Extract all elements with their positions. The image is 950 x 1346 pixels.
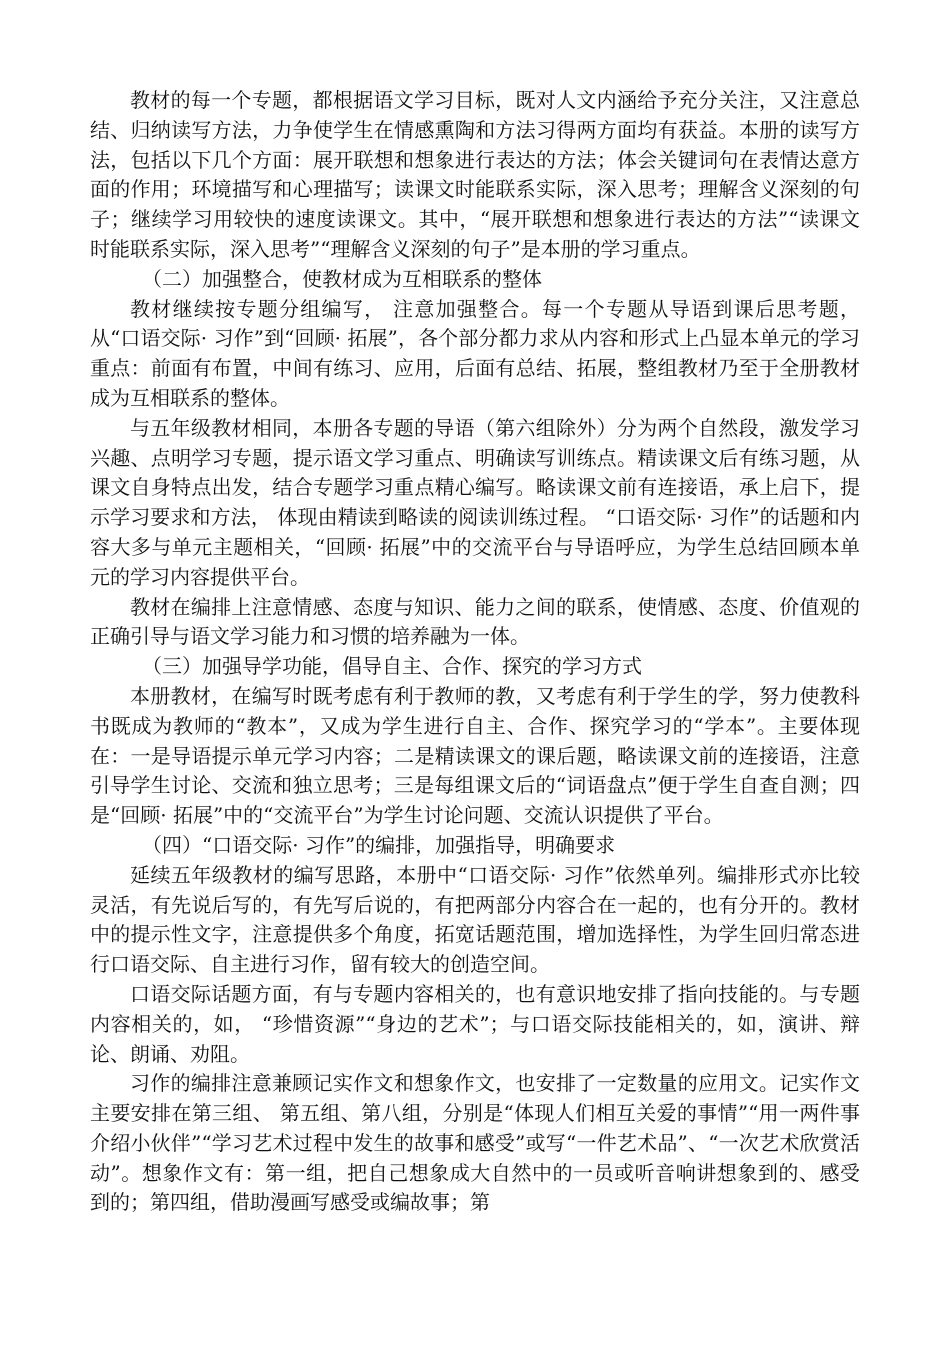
paragraph-writing-arrangement: 习作的编排注意兼顾记实作文和想象作文，也安排了一定数量的应用文。记实作文主要安排在第三组、 第五组、第八组，分别是“体现人们相互关爱的事情”“用一两件事介绍小伙伴”“学习艺术过程中发生的故事和感受”或写“一件艺术品”、“一次艺术欣赏活动”。想象作文有：第一组，把自己想象成大自然中的一员或听音响讲想象到的、感受到的；第四组，借助漫画写感受或编故事；第	[90, 1071, 860, 1215]
section-heading-oral-writing: （四）“口语交际· 习作”的编排，加强指导，明确要求	[142, 832, 616, 857]
paragraph-integration: 教材继续按专题分组编写， 注意加强整合。每一个专题从导语到课后思考题，从“口语交际· 习作”到“回顾· 拓展”，各个部分都力求从内容和形式上凸显本单元的学习重点：前面有布置，中间有练习、应用，后面有总结、拓展，整组教材乃至于全册教材成为互相联系的整体。	[90, 296, 860, 410]
paragraph-emotion-values: 教材在编排上注意情感、态度与知识、能力之间的联系，使情感、态度、价值观的正确引导与语文学习能力和习惯的培养融为一体。	[90, 594, 860, 649]
paragraph-guided-learning: 本册教材，在编写时既考虑有利于教师的教，又考虑有利于学生的学，努力使教科书既成为教师的“教本”，又成为学生进行自主、合作、探究学习的“学本”。主要体现在：一是导语提示单元学习内容；二是精读课文的课后题，略读课文前的连接语，注意引导学生讨论、交流和独立思考；三是每组课文后的“词语盘点”便于学生自查自测；四是“回顾· 拓展”中的“交流平台”为学生讨论问题、交流认识提供了平台。	[90, 683, 860, 828]
paragraph-oral-topics: 口语交际话题方面，有与专题内容相关的，也有意识地安排了指向技能的。与专题内容相关的，如， “珍惜资源”“身边的艺术”；与口语交际技能相关的，如，演讲、辩论、朗诵、劝阻。	[90, 981, 860, 1066]
section-heading-guided-learning: （三）加强导学功能，倡导自主、合作、探究的学习方式	[142, 654, 642, 679]
paragraph-oral-writing-layout: 延续五年级教材的编写思路，本册中“口语交际· 习作”依然单列。编排形式亦比较灵活，有先说后写的，有先写后说的，有把两部分内容合在一起的，也有分开的。教材中的提示性文字，注意提供多个角度，拓宽话题范围，增加选择性，为学生回归常态进行口语交际、自主进行习作，留有较大的创造空间。	[90, 862, 860, 977]
paragraph-reading-methods: 教材的每一个专题，都根据语文学习目标，既对人文内涵给予充分关注，又注意总结、归纳读写方法，力争使学生在情感熏陶和方法习得两方面均有获益。本册的读写方法，包括以下几个方面：展开联想和想象进行表达的方法；体会关键词句在表情达意方面的作用；环境描写和心理描写；读课文时能联系实际，深入思考；理解含义深刻的句子；继续学习用较快的速度读课文。其中，“展开联想和想象进行表达的方法”“读课文时能联系实际，深入思考”“理解含义深刻的句子”是本册的学习重点。	[90, 88, 860, 261]
section-heading-integration: （二）加强整合，使教材成为互相联系的整体	[142, 266, 542, 291]
document-page	[90, 86, 860, 1218]
paragraph-unit-guides: 与五年级教材相同，本册各专题的导语（第六组除外）分为两个自然段，激发学习兴趣、点明学习专题，提示语文学习重点、明确读写训练点。精读课文后有练习题，从课文自身特点出发，结合专题学习重点精心编写。略读课文前有连接语，承上启下，提示学习要求和方法， 体现由精读到略读的阅读训练过程。 “口语交际· 习作”的话题和内容大多与单元主题相关，“回顾· 拓展”中的交流平台与导语呼应，为学生总结回顾本单元的学习内容提供平台。	[90, 415, 860, 589]
